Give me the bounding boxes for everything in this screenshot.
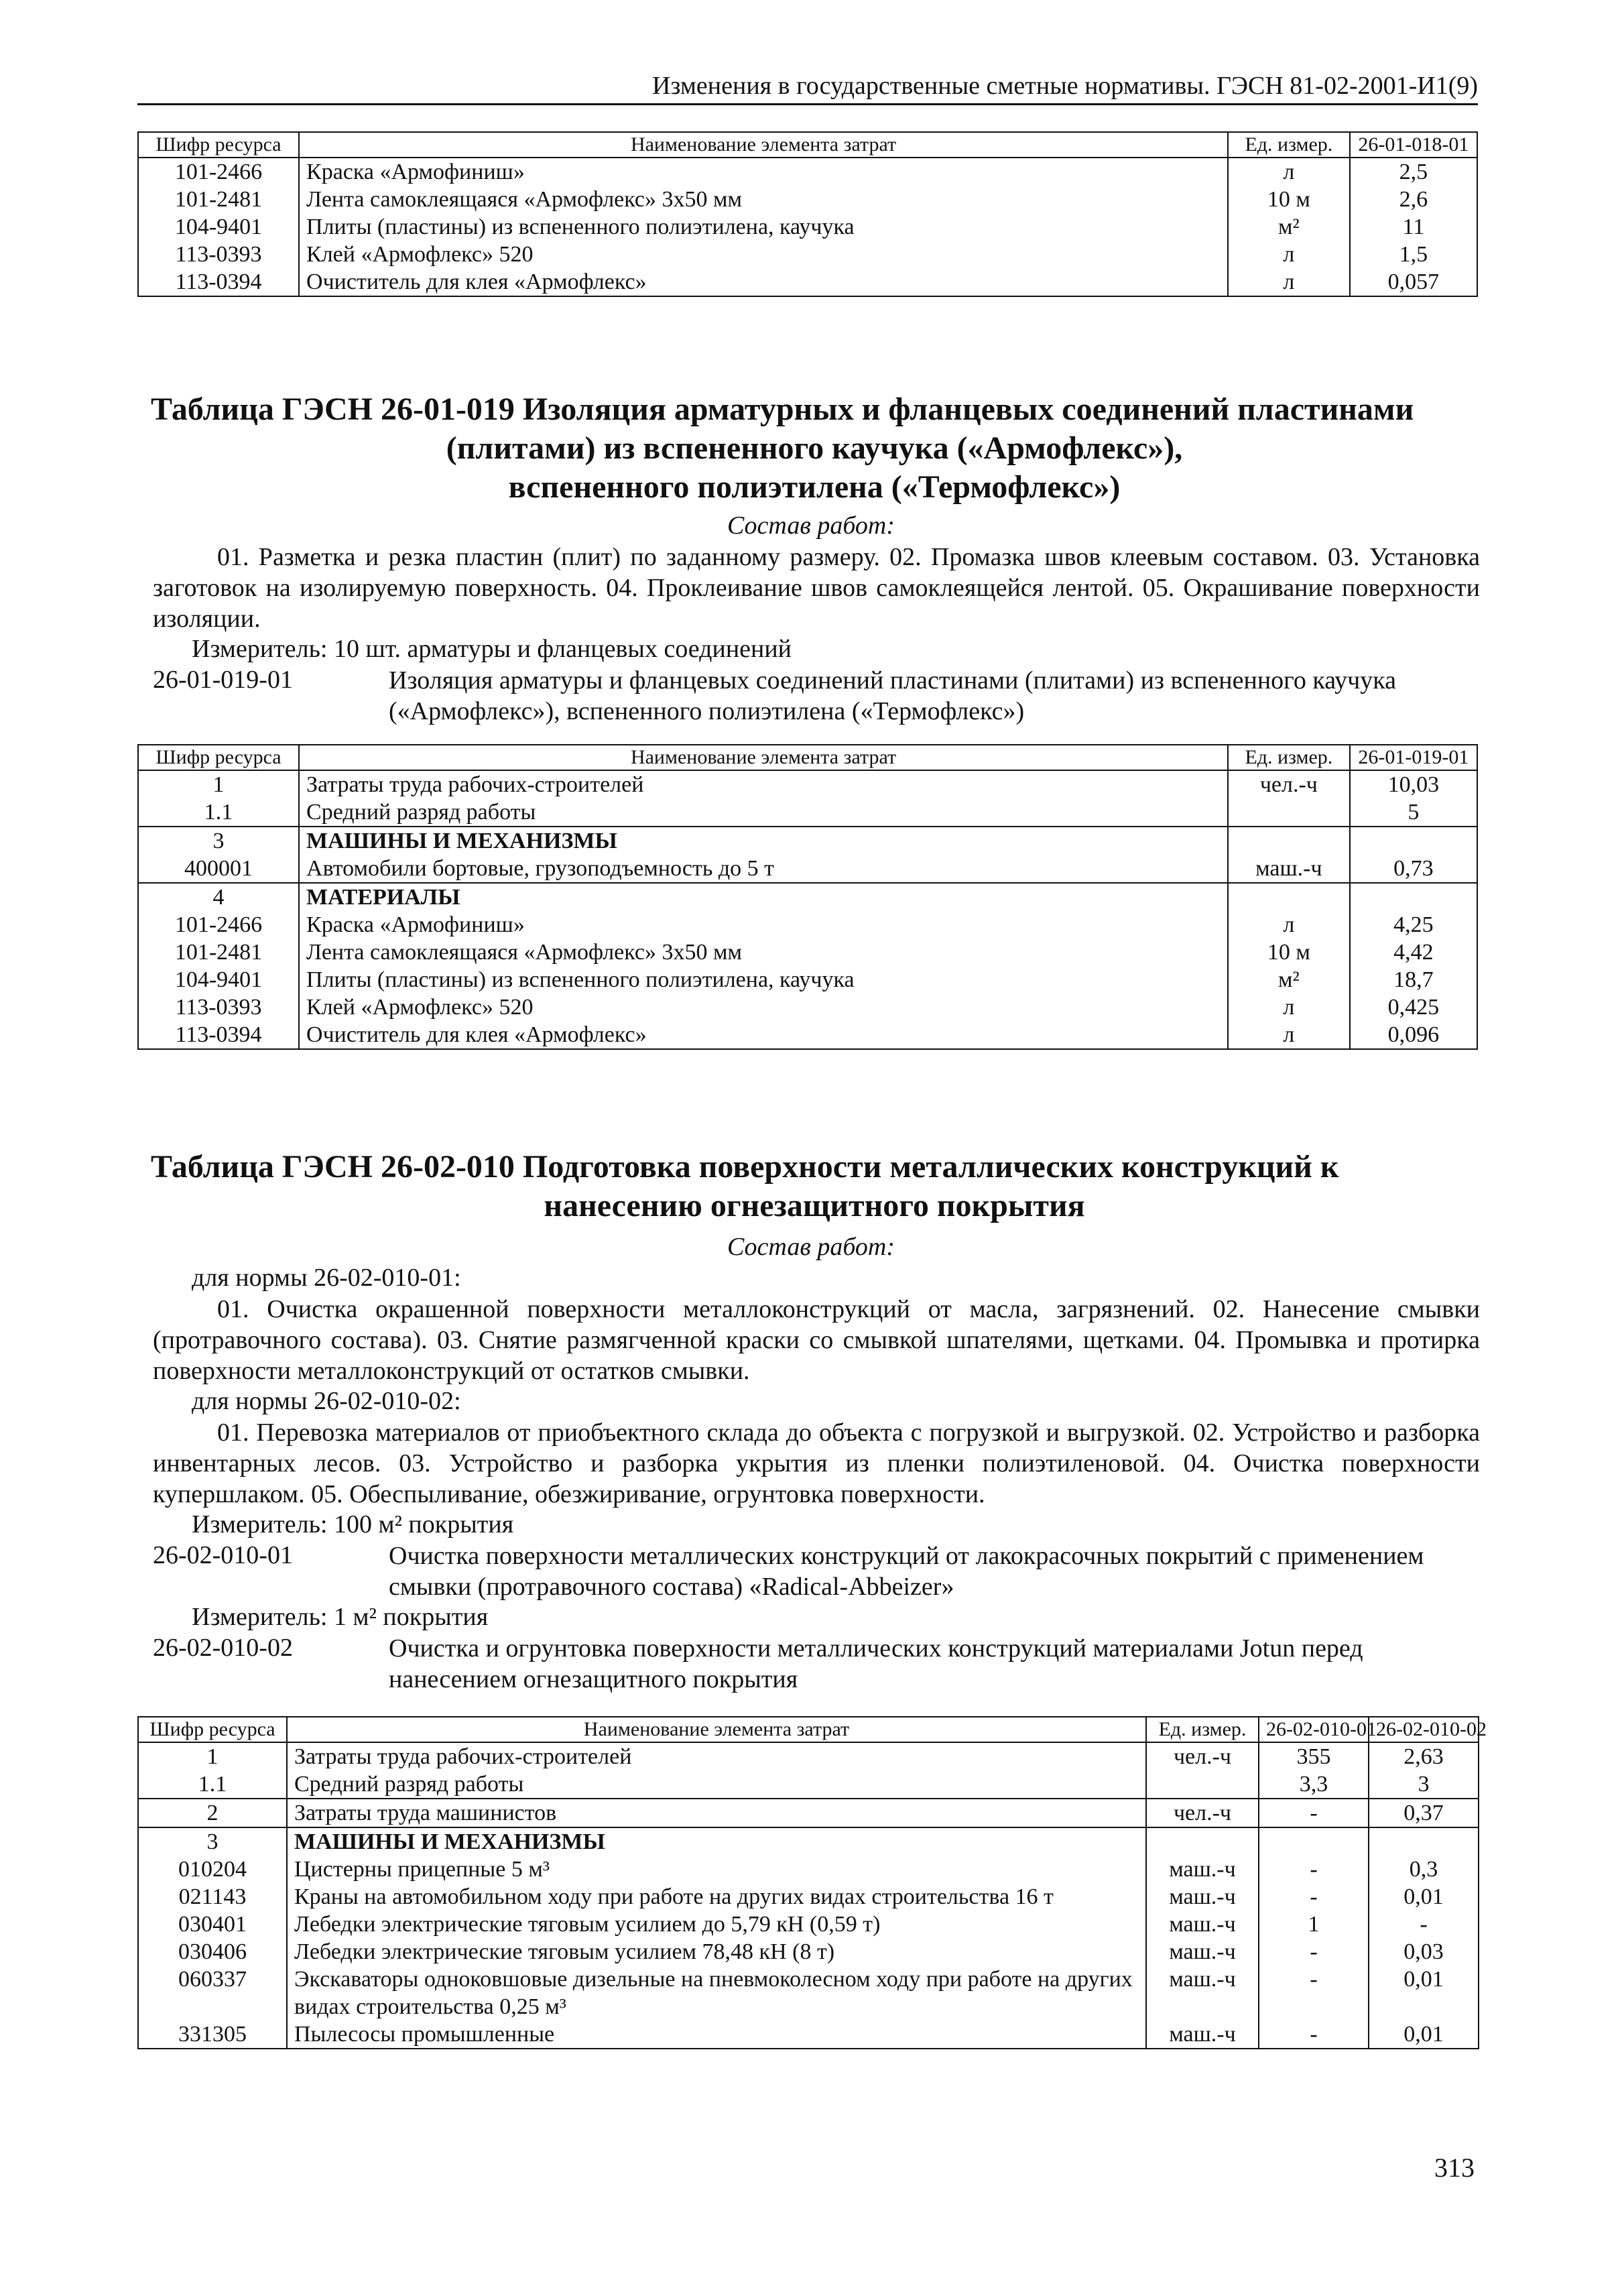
table-row (138, 1770, 1479, 1799)
section-title-26-01-019 (151, 390, 1478, 507)
cell-code: 104-9401 (138, 966, 299, 993)
table-row (138, 213, 1477, 241)
title-line: (плитами) из вспененного каучука («Армофлекс»), (446, 430, 1183, 466)
table-row (138, 1856, 1479, 1883)
cell-value (1350, 883, 1477, 911)
cell-unit: маш.-ч (1146, 1966, 1259, 2020)
cell-value: 0,37 (1369, 1799, 1479, 1827)
page-number: 313 (1434, 2153, 1475, 2183)
works-text: 01. Перевозка материалов от приобъектного склада до объекта с погрузкой и выгрузкой. 02. Устройство и разборка инвентарных лесов. 03. Устройство и разборка укрытия из пленки полиэтиленовой. 04. Очистка поверхности купершлаком. 05. Обеспыливание, обезжиривание, огрунтовка поверхности. (153, 1418, 1480, 1508)
table-row (138, 1883, 1479, 1911)
table-row (138, 2020, 1479, 2049)
cell-code: 2 (138, 1799, 287, 1827)
cell-value: 0,73 (1350, 855, 1477, 883)
meter-line: Измеритель: 10 шт. арматуры и фланцевых соединений (192, 635, 792, 663)
table-row (138, 268, 1477, 296)
cell-name: Очиститель для клея «Армофлекс» (299, 1021, 1228, 1049)
norm-code: 26-01-019-01 (153, 666, 293, 694)
cell-unit (1228, 798, 1350, 827)
works-subtitle: Состав работ: (727, 1233, 895, 1261)
cell-code: 030401 (138, 1911, 287, 1938)
cell-unit: л (1228, 1021, 1350, 1049)
resource-table-26-02-010 (137, 1716, 1487, 2049)
cell-unit: л (1228, 158, 1350, 186)
cell-unit: л (1228, 993, 1350, 1021)
works-text: 01. Очистка окрашенной поверхности металлоконструкций от масла, загрязнений. 02. Нанесение смывки (протравочного состава). 03. Снятие размягченной краски со смывкой шпателями, щетками. 04. Промывка и протирка поверхности металлоконструкций от остатков смывки. (153, 1295, 1480, 1385)
cell-name: Цистерны прицепные 5 м³ (287, 1856, 1146, 1883)
cell-unit: чел.-ч (1146, 1742, 1259, 1770)
cell-unit: 10 м (1228, 939, 1350, 966)
norm-description: Очистка поверхности металлических конструкций от лакокрасочных покрытий с применением смывки (протравочного состава) «Radical-Abbeizer» (389, 1542, 1424, 1601)
table-row (138, 1911, 1479, 1938)
cell-code: 331305 (138, 2020, 287, 2049)
cell-name: Краны на автомобильном ходу при работе на других видах строительства 16 т (287, 1883, 1146, 1911)
cell-name: Лента самоклеящаяся «Армофлекс» 3х50 мм (299, 939, 1228, 966)
cell-name: Лебедки электрические тяговым усилием до 5,79 кН (0,59 т) (287, 1911, 1146, 1938)
cell-value: 1 (1259, 1911, 1369, 1938)
title-line: вспененного полиэтилена («Термофлекс») (508, 469, 1121, 505)
title-line: нанесению огнезащитного покрытия (544, 1188, 1085, 1223)
works-paragraph (153, 1294, 1480, 1386)
cell-name: Краска «Армофиниш» (299, 158, 1228, 186)
norm-for-line: для нормы 26-02-010-02: (192, 1387, 461, 1415)
cell-unit: л (1228, 268, 1350, 296)
works-text: 01. Разметка и резка пластин (плит) по заданному размеру. 02. Промазка швов клеевым составом. 03. Установка заготовок на изолируемую поверхность. 04. Проклеивание швов самоклеящейся лентой. 05. Окрашивание поверхности изоляции. (153, 543, 1480, 633)
col-norm1-header: 26-02-010-01 (1259, 1717, 1369, 1742)
table-row (138, 1799, 1479, 1827)
cell-name: Средний разряд работы (299, 798, 1228, 827)
norm-description: Изоляция арматуры и фланцевых соединений пластинами (плитами) из вспененного каучука («Армофлекс»), вспененного полиэтилена («Термофлекс») (389, 666, 1397, 725)
col-unit-header: Ед. измер. (1146, 1717, 1259, 1742)
cell-value: - (1259, 2020, 1369, 2049)
cell-name: Автомобили бортовые, грузоподъемность до 5 т (299, 855, 1228, 883)
table-row (138, 993, 1477, 1021)
works-paragraph (153, 1417, 1480, 1510)
table-row (138, 939, 1477, 966)
cell-unit: м² (1228, 213, 1350, 241)
cell-name: Пылесосы промышленные (287, 2020, 1146, 2049)
cell-name: Клей «Армофлекс» 520 (299, 241, 1228, 268)
cell-value: 2,63 (1369, 1742, 1479, 1770)
norm-for-line: для нормы 26-02-010-01: (192, 1264, 461, 1292)
cell-code: 1.1 (138, 798, 299, 827)
cell-value: 4,25 (1350, 911, 1477, 939)
cell-unit: маш.-ч (1146, 1883, 1259, 1911)
cell-code: 101-2466 (138, 911, 299, 939)
cell-name: Клей «Армофлекс» 520 (299, 993, 1228, 1021)
cell-name: Лебедки электрические тяговым усилием 78,48 кН (8 т) (287, 1938, 1146, 1966)
norm-code: 26-02-010-02 (153, 1634, 293, 1662)
cell-value: 0,096 (1350, 1021, 1477, 1049)
cell-code: 3 (138, 1827, 287, 1856)
cell-unit: л (1228, 241, 1350, 268)
col-norm-header: 26-01-019-01 (1350, 745, 1477, 770)
cell-value: 0,425 (1350, 993, 1477, 1021)
col-unit-header: Ед. измер. (1228, 745, 1350, 770)
cell-code: 4 (138, 883, 299, 911)
cell-name: Затраты труда машинистов (287, 1799, 1146, 1827)
cell-name: Экскаваторы одноковшовые дизельные на пневмоколесном ходу при работе на других видах строительства 0,25 м³ (287, 1966, 1146, 2020)
resource-table-26-01-018 (137, 131, 1478, 297)
cell-value: 0,01 (1369, 2020, 1479, 2049)
cell-code: 101-2466 (138, 158, 299, 186)
norm-code: 26-02-010-01 (153, 1541, 293, 1569)
cell-value: 0,01 (1369, 1966, 1479, 2020)
cell-unit: маш.-ч (1146, 1856, 1259, 1883)
meter-line: Измеритель: 1 м² покрытия (192, 1603, 489, 1631)
col-name-header: Наименование элемента затрат (287, 1717, 1146, 1742)
cell-name: Плиты (пластины) из вспененного полиэтилена, каучука (299, 966, 1228, 993)
cell-code: 113-0393 (138, 241, 299, 268)
cell-code: 021143 (138, 1883, 287, 1911)
cell-value: - (1259, 1856, 1369, 1883)
cell-code: 113-0394 (138, 268, 299, 296)
col-name-header: Наименование элемента затрат (299, 745, 1228, 770)
table-row (138, 158, 1477, 186)
cell-code: 101-2481 (138, 186, 299, 213)
running-header (137, 70, 1478, 105)
col-norm2-header: 26-02-010-02 (1369, 1717, 1479, 1742)
cell-unit: 10 м (1228, 186, 1350, 213)
cell-value: 2,6 (1350, 186, 1477, 213)
cell-value: 10,03 (1350, 770, 1477, 798)
table-row (138, 1742, 1479, 1770)
cell-unit (1228, 883, 1350, 911)
table-row (138, 186, 1477, 213)
cell-value: - (1369, 1911, 1479, 1938)
cell-code: 1 (138, 770, 299, 798)
title-line: Таблица ГЭСН 26-01-019 Изоляция арматурных и фланцевых соединений пластинами (151, 391, 1414, 427)
cell-name: Затраты труда рабочих-строителей (287, 1742, 1146, 1770)
cell-value: 5 (1350, 798, 1477, 827)
cell-value: - (1259, 1938, 1369, 1966)
table-row (138, 1966, 1479, 2020)
col-code-header: Шифр ресурса (138, 1717, 287, 1742)
table-row (138, 798, 1477, 827)
cell-value: 0,01 (1369, 1883, 1479, 1911)
cell-unit (1228, 827, 1350, 855)
cell-value: - (1259, 1883, 1369, 1911)
cell-value: - (1259, 1966, 1369, 2020)
table-row (138, 966, 1477, 993)
table-row (138, 1827, 1479, 1856)
table-row (138, 1938, 1479, 1966)
cell-value: 0,057 (1350, 268, 1477, 296)
cell-code: 1.1 (138, 1770, 287, 1799)
title-line: Таблица ГЭСН 26-02-010 Подготовка поверхности металлических конструкций к (151, 1149, 1339, 1185)
cell-name: Лента самоклеящаяся «Армофлекс» 3х50 мм (299, 186, 1228, 213)
cell-value: - (1259, 1799, 1369, 1827)
cell-name: Плиты (пластины) из вспененного полиэтилена, каучука (299, 213, 1228, 241)
cell-value: 18,7 (1350, 966, 1477, 993)
cell-unit: маш.-ч (1146, 1938, 1259, 1966)
cell-code: 113-0394 (138, 1021, 299, 1049)
section-title-26-02-010 (151, 1148, 1478, 1225)
cell-code: 113-0393 (138, 993, 299, 1021)
cell-value: 1,5 (1350, 241, 1477, 268)
cell-value: 0,03 (1369, 1938, 1479, 1966)
cell-value: 2,5 (1350, 158, 1477, 186)
table-row (138, 770, 1477, 798)
cell-value: 11 (1350, 213, 1477, 241)
cell-code: 400001 (138, 855, 299, 883)
table-row (138, 827, 1477, 855)
cell-unit (1146, 1770, 1259, 1799)
cell-code: 060337 (138, 1966, 287, 2020)
cell-value: 3,3 (1259, 1770, 1369, 1799)
cell-name: Краска «Армофиниш» (299, 911, 1228, 939)
cell-value: 355 (1259, 1742, 1369, 1770)
cell-name: Затраты труда рабочих-строителей (299, 770, 1228, 798)
cell-code: 010204 (138, 1856, 287, 1883)
works-subtitle: Состав работ: (727, 511, 895, 540)
cell-name: Очиститель для клея «Армофлекс» (299, 268, 1228, 296)
cell-code: 101-2481 (138, 939, 299, 966)
cell-value (1350, 827, 1477, 855)
cell-unit: маш.-ч (1146, 1911, 1259, 1938)
meter-line: Измеритель: 100 м² покрытия (192, 1510, 514, 1538)
cell-value: 0,3 (1369, 1856, 1479, 1883)
cell-unit: чел.-ч (1228, 770, 1350, 798)
cell-unit: маш.-ч (1228, 855, 1350, 883)
cell-value: 4,42 (1350, 939, 1477, 966)
norm-description: Очистка и огрунтовка поверхности металлических конструкций материалами Jotun перед нанесением огнезащитного покрытия (389, 1634, 1363, 1693)
cell-code: 3 (138, 827, 299, 855)
cell-code: 104-9401 (138, 213, 299, 241)
table-row (138, 1021, 1477, 1049)
header-text: Изменения в государственные сметные нормативы. ГЭСН 81-02-2001-И1(9) (651, 72, 1478, 100)
cell-unit: м² (1228, 966, 1350, 993)
col-code-header: Шифр ресурса (138, 132, 299, 158)
col-norm-header: 26-01-018-01 (1350, 132, 1477, 158)
cell-value (1259, 1827, 1369, 1856)
table-row (138, 883, 1477, 911)
table-row (138, 911, 1477, 939)
col-name-header: Наименование элемента затрат (299, 132, 1228, 158)
cell-code: 030406 (138, 1938, 287, 1966)
cell-name: МАШИНЫ И МЕХАНИЗМЫ (299, 827, 1228, 855)
cell-unit (1146, 1827, 1259, 1856)
cell-name: МАШИНЫ И МЕХАНИЗМЫ (287, 1827, 1146, 1856)
col-unit-header: Ед. измер. (1228, 132, 1350, 158)
table-row (138, 241, 1477, 268)
col-code-header: Шифр ресурса (138, 745, 299, 770)
cell-name: МАТЕРИАЛЫ (299, 883, 1228, 911)
cell-unit: чел.-ч (1146, 1799, 1259, 1827)
works-paragraph (153, 542, 1480, 634)
cell-unit: л (1228, 911, 1350, 939)
cell-name: Средний разряд работы (287, 1770, 1146, 1799)
table-row (138, 855, 1477, 883)
resource-table-26-01-019 (137, 744, 1478, 1050)
cell-code: 1 (138, 1742, 287, 1770)
cell-value: 3 (1369, 1770, 1479, 1799)
cell-unit: маш.-ч (1146, 2020, 1259, 2049)
cell-value (1369, 1827, 1479, 1856)
